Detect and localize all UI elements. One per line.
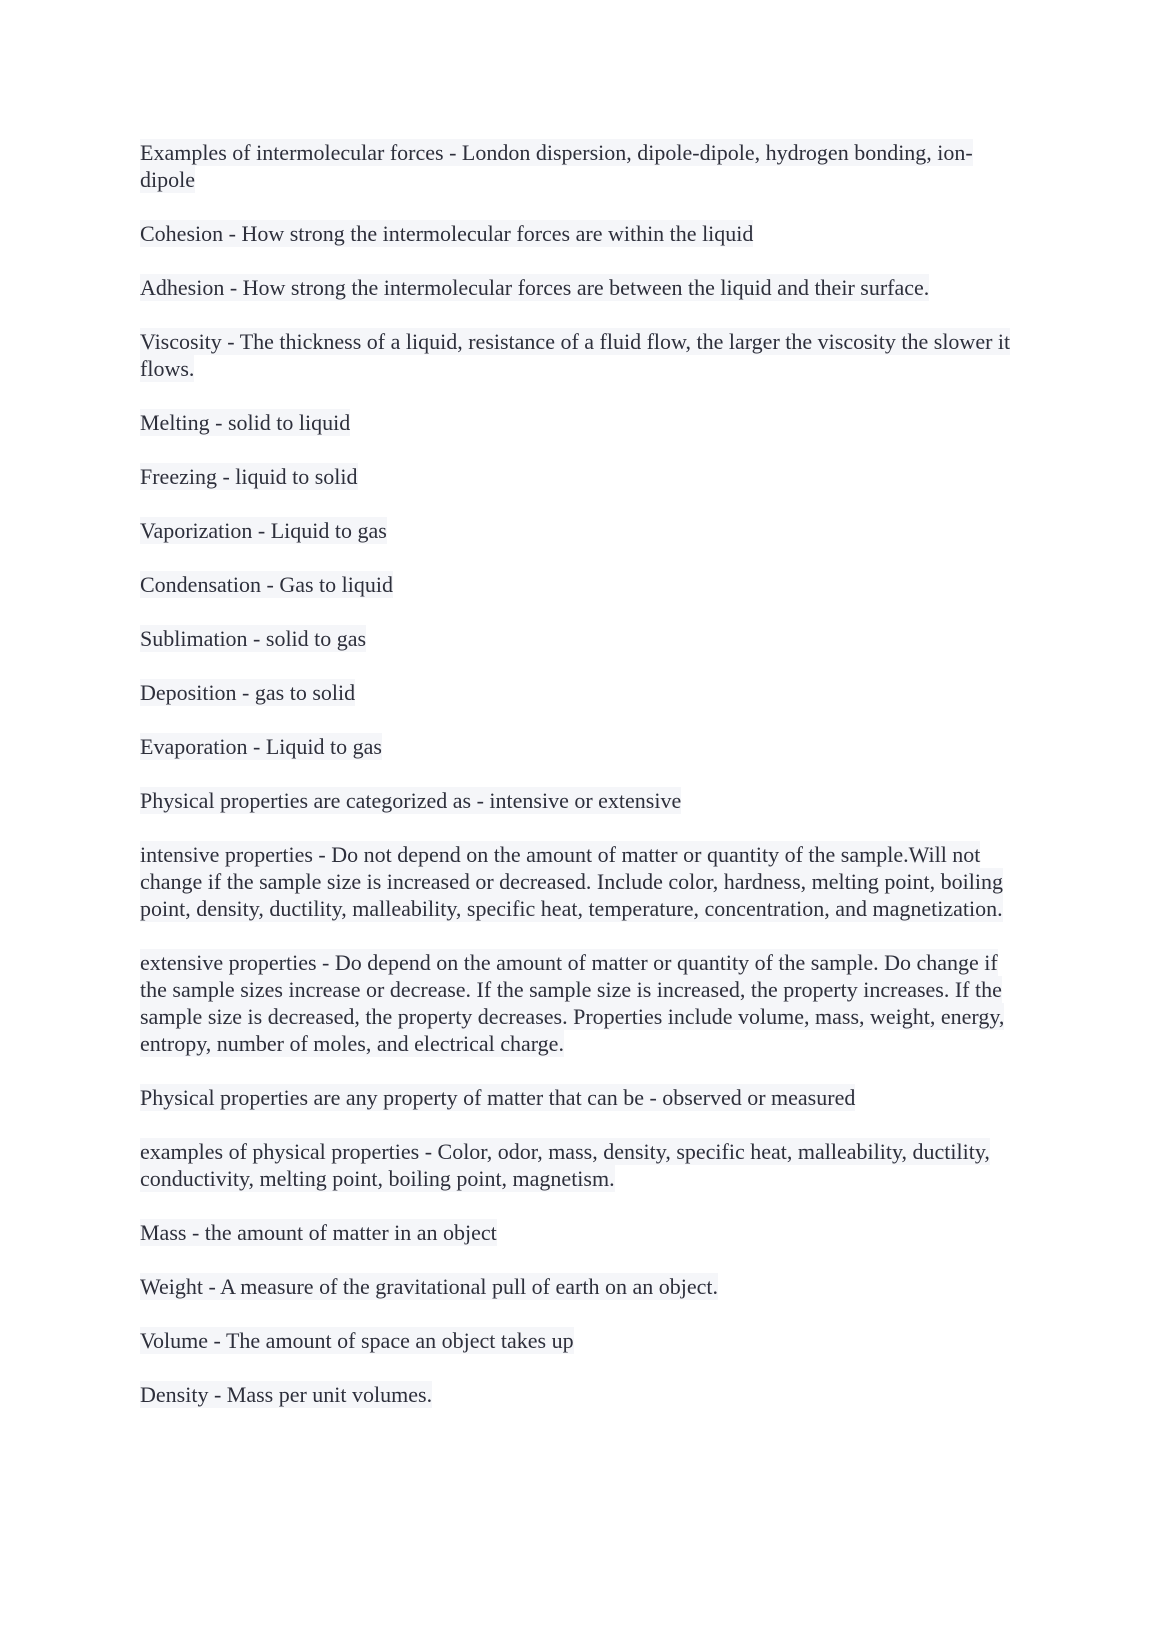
paragraph-text: Density - Mass per unit volumes. (140, 1382, 433, 1407)
paragraph-deposition (140, 679, 1015, 706)
paragraph-text: Freezing - liquid to solid (140, 464, 358, 489)
paragraph-text: intensive properties - Do not depend on the amount of matter or quantity of the sample.Will not change if the sample size is increased or decreased. Include color, hardness, melting point, boiling point, density, ductility, malleability, specific heat, temperature, concentration, and magnetization. (140, 842, 1003, 921)
paragraph-physical-properties-definition (140, 1084, 1015, 1111)
paragraph-physical-properties-examples (140, 1138, 1015, 1192)
paragraph-text: Physical properties are categorized as - intensive or extensive (140, 788, 682, 813)
paragraph-text: Viscosity - The thickness of a liquid, resistance of a fluid flow, the larger the viscosity the slower it flows. (140, 329, 1011, 381)
document-body (140, 139, 1015, 1435)
paragraph-intensive-properties (140, 841, 1015, 922)
paragraph-volume (140, 1327, 1015, 1354)
paragraph-text: Evaporation - Liquid to gas (140, 734, 382, 759)
paragraph-adhesion (140, 274, 1015, 301)
paragraph-mass (140, 1219, 1015, 1246)
paragraph-sublimation (140, 625, 1015, 652)
paragraph-text: Condensation - Gas to liquid (140, 572, 393, 597)
paragraph-text: Deposition - gas to solid (140, 680, 356, 705)
paragraph-property-categories (140, 787, 1015, 814)
paragraph-melting (140, 409, 1015, 436)
paragraph-condensation (140, 571, 1015, 598)
paragraph-text: Mass - the amount of matter in an object (140, 1220, 497, 1245)
paragraph-text: Physical properties are any property of matter that can be - observed or measured (140, 1085, 856, 1110)
paragraph-text: examples of physical properties - Color, odor, mass, density, specific heat, malleability, ductility, conductivity, melting point, boiling point, magnetism. (140, 1139, 990, 1191)
paragraph-freezing (140, 463, 1015, 490)
paragraph-extensive-properties (140, 949, 1015, 1057)
paragraph-text: Examples of intermolecular forces - London dispersion, dipole-dipole, hydrogen bonding, ion-dipole (140, 140, 973, 192)
paragraph-text: Sublimation - solid to gas (140, 626, 367, 651)
paragraph-text: Vaporization - Liquid to gas (140, 518, 387, 543)
paragraph-density (140, 1381, 1015, 1408)
paragraph-text: Weight - A measure of the gravitational pull of earth on an object. (140, 1274, 718, 1299)
paragraph-evaporation (140, 733, 1015, 760)
paragraph-vaporization (140, 517, 1015, 544)
paragraph-intermolecular-forces (140, 139, 1015, 193)
paragraph-weight (140, 1273, 1015, 1300)
paragraph-cohesion (140, 220, 1015, 247)
paragraph-text: Adhesion - How strong the intermolecular forces are between the liquid and their surface. (140, 275, 930, 300)
paragraph-viscosity (140, 328, 1015, 382)
paragraph-text: Cohesion - How strong the intermolecular forces are within the liquid (140, 221, 754, 246)
paragraph-text: Melting - solid to liquid (140, 410, 351, 435)
paragraph-text: Volume - The amount of space an object takes up (140, 1328, 574, 1353)
paragraph-text: extensive properties - Do depend on the amount of matter or quantity of the sample. Do change if the sample sizes increase or decrease. If the sample size is increased, the property increases. If the sample size is decreased, the property decreases. Properties include volume, mass, weight, energy, entropy, number of moles, and electrical charge. (140, 950, 1005, 1056)
